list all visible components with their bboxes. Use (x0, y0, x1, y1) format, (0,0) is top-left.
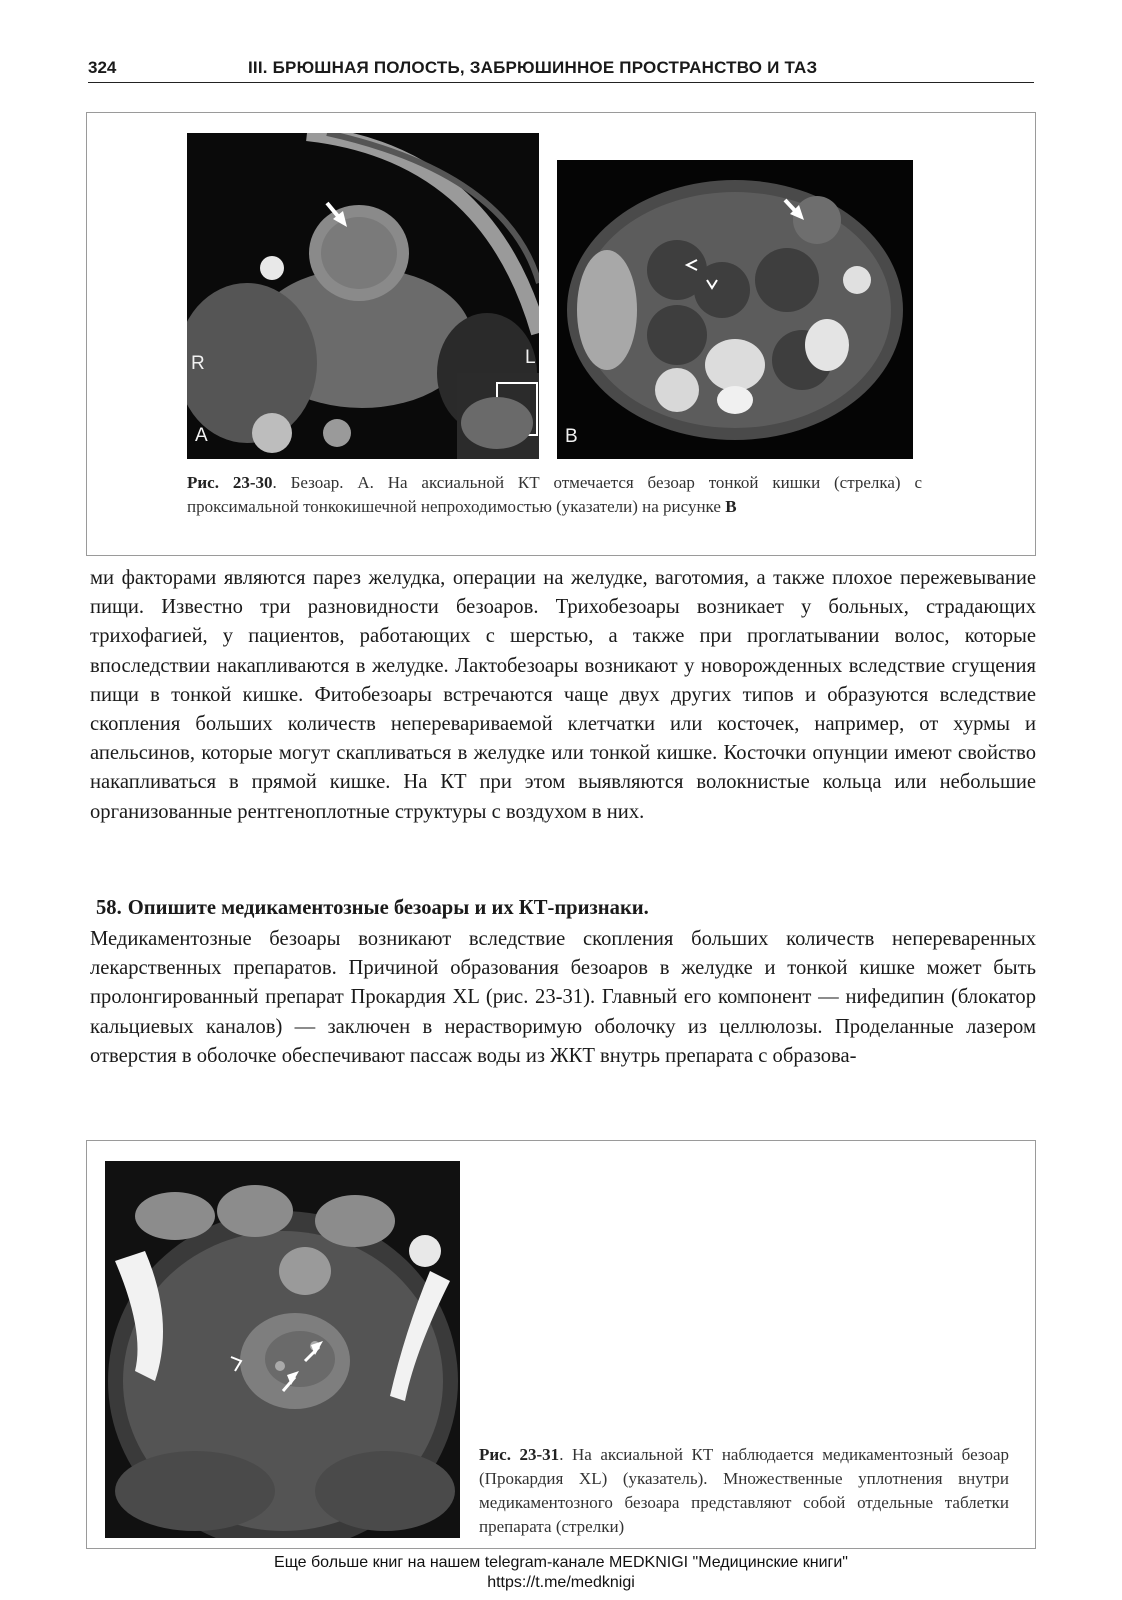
caption-label: Рис. 23-30 (187, 473, 273, 492)
page-number: 324 (88, 58, 117, 77)
ct-image-pelvis (105, 1161, 460, 1538)
footer-promo (0, 1553, 1122, 1593)
figure-23-30 (86, 112, 1036, 556)
body-paragraph-2: Медикаментозные безоары возникают вследствие скопления больших количеств непереваренных лекарственных препаратов. Причиной образования безоаров в желудке и тонкой кишке может быть пролонгированный препарат Прокардия XL (рис. 23-31). Главный его компонент — нифедипин (блокатор кальциевых каналов) — заключен в нерастворимую оболочку из целлюлозы. Проделанные лазером отверстия в оболочке обеспечивают пассаж воды из ЖКТ внутрь препарата с образова- (90, 928, 1036, 1067)
running-header (88, 54, 1034, 83)
body-paragraph-1: ми факторами являются парез желудка, операции на желудке, ваготомия, а также плохое пережевывание пищи. Известно три разновидности безоаров. Трихобезоары возникает у больных, страдающих трихофагией, у пациентов, работающих с шерстью, а также при проглатывании волос, которые впоследствии накапливаются в желудке. Лактобезоары возникают у новорожденных вследствие сгущения пищи в тонкой кишке. Фитобезоары встречаются чаще двух других типов и образуются вследствие скопления больших количеств неперевариваемой клетчатки или косточек, например, от хурмы и апельсинов, которые могут скапливаться в желудке или тонкой кишке. Косточки опунции имеют свойство накапливаться в прямой кишке. На КТ при этом выявляются волокнистые кольца или небольшие организованные рентгеноплотные структуры с воздухом в них. (90, 567, 1036, 823)
figure-23-31 (86, 1140, 1036, 1549)
caption-text: . Безоар. А. На аксиальной КТ отмечается безоар тонкой кишки (стрелка) с проксимальной тонкокишечной непроходимостью (указатели) на рисунке (187, 473, 922, 516)
ct-image-panel-a (187, 133, 539, 459)
running-head-title: III. БРЮШНАЯ ПОЛОСТЬ, ЗАБРЮШИННОЕ ПРОСТРАНСТВО И ТАЗ (248, 58, 818, 77)
question-number: 58. (96, 897, 122, 919)
figure-23-31-caption (479, 1443, 1009, 1539)
caption-text: . На аксиальной КТ наблюдается медикаментозный безоар (Прокардия XL) (указатель). Множественные уплотнения внутри медикаментозного безоара представляют собой отдельные таблетки препарата (стрелки) (479, 1445, 1009, 1536)
question-heading (90, 894, 1036, 923)
panel-a-label-r: R (191, 353, 205, 374)
caption-label: Рис. 23-31 (479, 1445, 560, 1464)
figure-23-30-caption (187, 471, 922, 519)
panel-b-letter: B (565, 426, 578, 447)
panel-a-label-l: L (525, 347, 536, 368)
caption-bold-end: B (725, 497, 737, 516)
footer-line-1: Еще больше книг на нашем telegram-канале MEDKNIGI "Медицинские книги" (274, 1554, 848, 1571)
ct-image-panel-b (557, 160, 913, 459)
footer-link[interactable]: https://t.me/medknigi (487, 1574, 635, 1591)
panel-a-letter: A (195, 425, 208, 446)
question-text: Опишите медикаментозные безоары и их КТ-признаки. (127, 897, 649, 919)
